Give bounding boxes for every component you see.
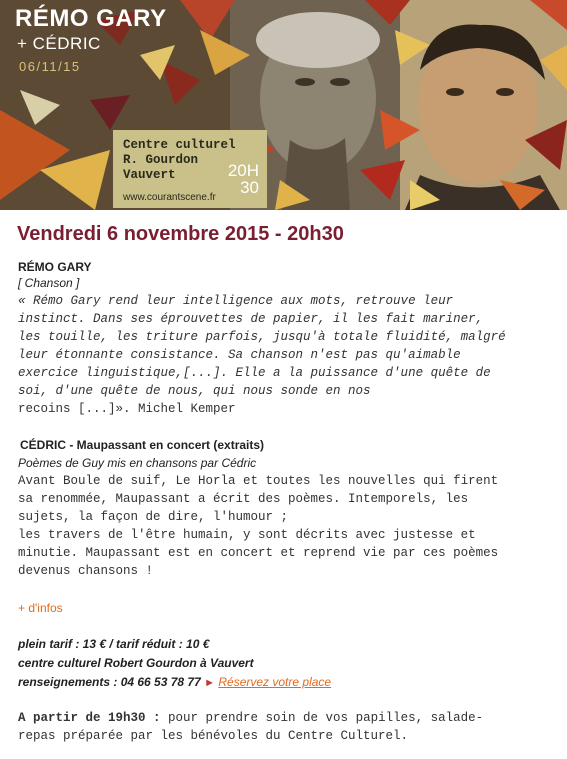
desc-line: minutie. Maupassant est en concert et reprend vie par ces poèmes [18, 546, 499, 560]
banner-title: RÉMO GARY [15, 5, 167, 32]
venue-line-1: Centre culturel [123, 138, 236, 152]
desc-line: sa renommée, Maupassant a écrit des poèmes. Intemporels, les [18, 492, 469, 506]
quote-line: instinct. Dans ses éprouvettes de papier, il les fait mariner, [18, 312, 484, 326]
desc-line: devenus chansons ! [18, 564, 154, 578]
artist2-name: CÉDRIC - Maupassant en concert (extraits) [20, 438, 265, 452]
quote-line: recoins [...]». Michel Kemper [18, 402, 236, 416]
meal-text-1: pour prendre soin de vos papilles, salade- [160, 711, 484, 725]
banner-date: 06/11/15 [19, 59, 81, 74]
event-banner [0, 0, 567, 210]
artist2-subtitle: Poèmes de Guy mis en chansons par Cédric [18, 456, 257, 470]
price-info: plein tarif : 13 € / tarif réduit : 10 € [18, 637, 210, 651]
venue-time-hour: 20H [227, 161, 259, 180]
meal-time: A partir de 19h30 : [18, 711, 161, 725]
desc-line: les travers de l'être humain, y sont décrits avec justesse et [18, 528, 476, 542]
venue-url: www.courantscene.fr [123, 192, 216, 203]
venue-line-3: Vauvert [123, 168, 176, 182]
meal-line-1 [18, 709, 483, 727]
event-date-heading: Vendredi 6 novembre 2015 - 20h30 [17, 223, 344, 245]
venue-box [113, 130, 267, 208]
quote-line: « Rémo Gary rend leur intelligence aux mots, retrouve leur [18, 294, 454, 308]
quote-line: leur étonnante consistance. Sa chanson n'est pas qu'aimable [18, 348, 461, 362]
venue-time [228, 162, 259, 196]
arrow-right-icon: ► [204, 677, 216, 689]
reserve-link[interactable]: Réservez votre place [218, 675, 332, 689]
phone-info [18, 675, 331, 691]
quote-line: les touille, les triture parfois, jusqu'à totale fluidité, malgré [18, 330, 506, 344]
quote-line: exercice linguistique,[...]. Elle a la puissance d'une quête de [18, 366, 491, 380]
artist1-genre: [ Chanson ] [18, 276, 80, 290]
artist1-name: RÉMO GARY [18, 260, 92, 274]
quote-line: soi, d'une quête de nous, qui nous sonde en nos [18, 384, 371, 398]
meal-line-2: repas préparée par les bénévoles du Centre Culturel. [18, 729, 409, 743]
venue-line-2: R. Gourdon [123, 153, 199, 167]
phone-text: renseignements : 04 66 53 78 77 [18, 675, 201, 689]
desc-line: Avant Boule de suif, Le Horla et toutes les nouvelles qui firent [18, 474, 499, 488]
venue-info: centre culturel Robert Gourdon à Vauvert [18, 656, 254, 670]
banner-subtitle: + CÉDRIC [17, 34, 101, 53]
more-info-link[interactable]: + d'infos [18, 601, 63, 615]
desc-line: sujets, la façon de dire, l'humour ; [18, 510, 289, 524]
venue-time-min: 30 [240, 178, 259, 197]
